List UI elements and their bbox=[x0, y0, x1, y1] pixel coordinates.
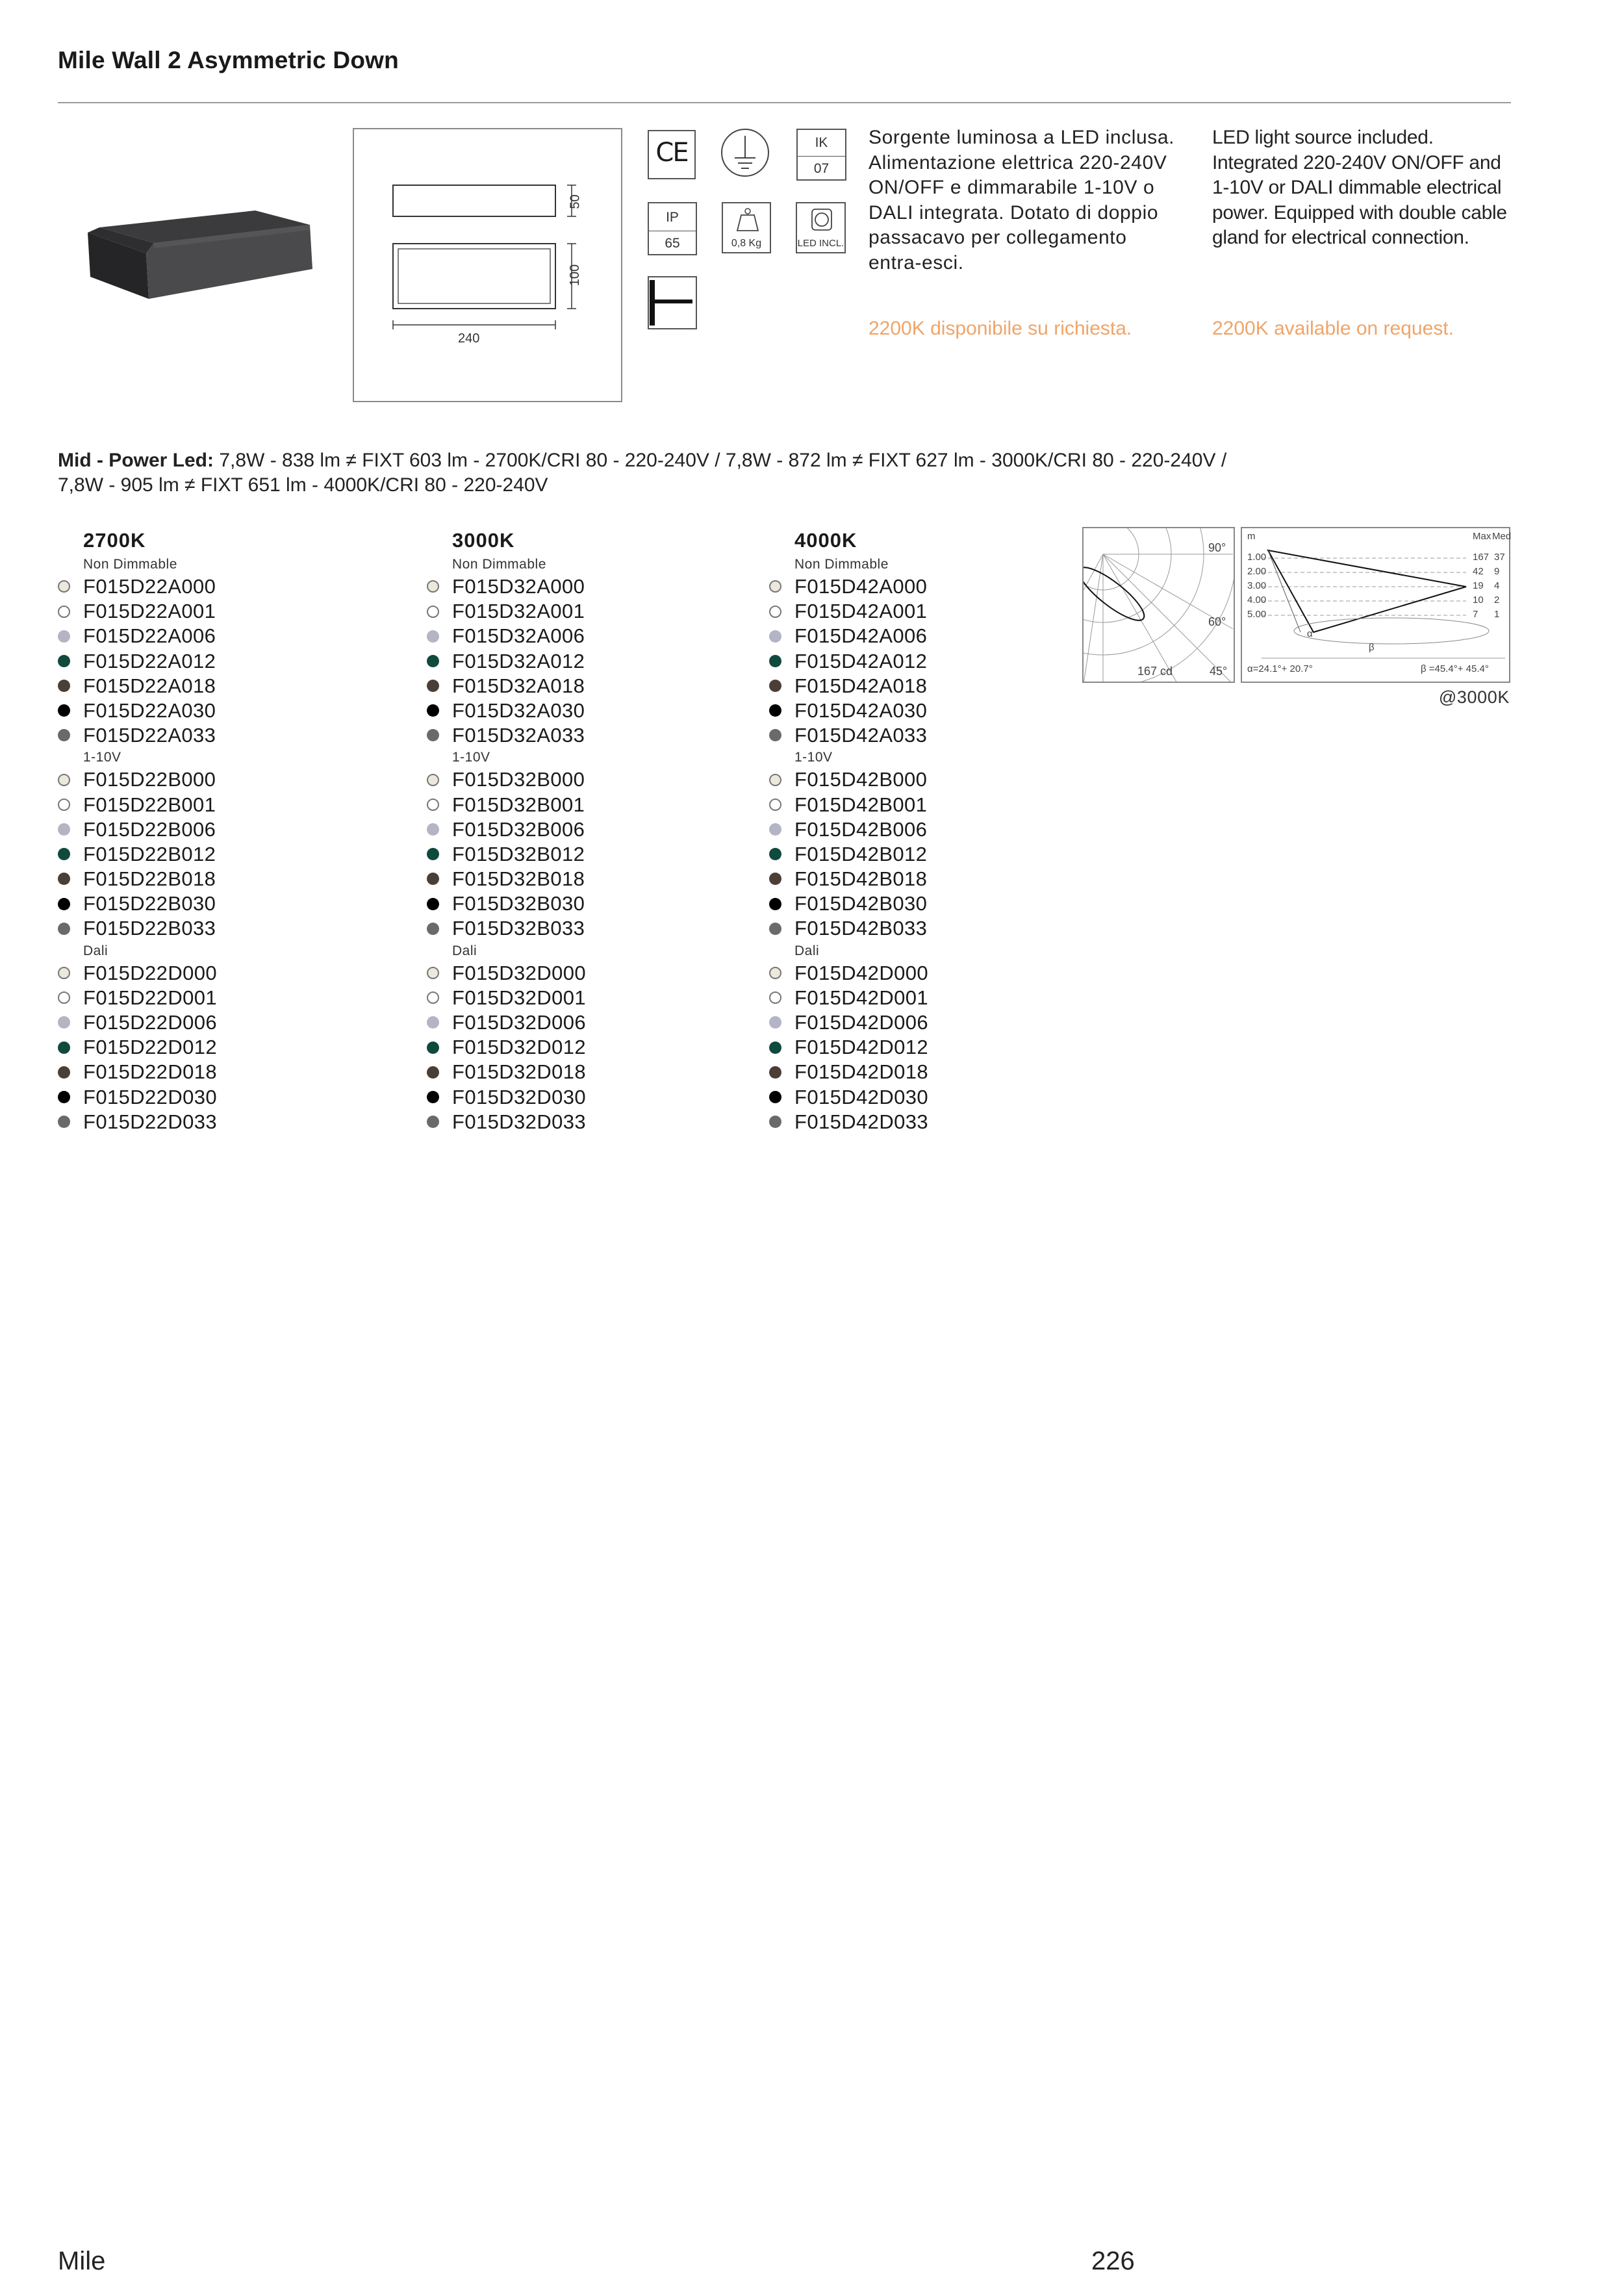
code-row bbox=[769, 1085, 928, 1110]
polar-angle-90: 90° bbox=[1208, 541, 1226, 554]
product-code: F015D22B012 bbox=[83, 842, 216, 865]
product-code: F015D32A030 bbox=[452, 698, 585, 722]
column-3000k bbox=[427, 526, 586, 1134]
color-swatch-icon bbox=[427, 655, 439, 667]
isolux-med-value: 37 bbox=[1494, 552, 1505, 563]
ik-value: 07 bbox=[813, 161, 830, 176]
product-code: F015D32B012 bbox=[452, 842, 585, 865]
page-number: 226 bbox=[1091, 2247, 1135, 2275]
code-row bbox=[769, 916, 928, 941]
code-row bbox=[769, 986, 928, 1010]
product-code: F015D42B033 bbox=[794, 917, 928, 940]
code-row bbox=[427, 1010, 586, 1035]
product-code: F015D42A030 bbox=[794, 698, 928, 722]
ip-value: 65 bbox=[665, 236, 680, 251]
power-specification bbox=[58, 448, 1552, 498]
product-code: F015D22B006 bbox=[83, 817, 216, 841]
product-code: F015D22B001 bbox=[83, 793, 216, 816]
code-row bbox=[58, 674, 217, 698]
code-row bbox=[427, 624, 586, 648]
isolux-max-header: Max bbox=[1473, 531, 1491, 542]
code-row bbox=[58, 1035, 217, 1060]
driver-group-label: Non Dimmable bbox=[452, 557, 546, 572]
isolux-m-value: 3.00 bbox=[1247, 580, 1267, 591]
product-code: F015D42B001 bbox=[794, 793, 928, 816]
code-row bbox=[58, 961, 217, 986]
color-swatch-icon bbox=[58, 967, 70, 979]
product-code: F015D22A000 bbox=[83, 575, 216, 598]
color-swatch-icon bbox=[769, 1091, 781, 1103]
product-code: F015D22D001 bbox=[83, 986, 218, 1009]
product-code: F015D42B000 bbox=[794, 768, 928, 791]
color-swatch-icon bbox=[769, 729, 781, 741]
code-row bbox=[769, 723, 928, 748]
color-swatch-icon bbox=[427, 923, 439, 935]
dim-width: 240 bbox=[458, 331, 480, 346]
product-code: F015D22D018 bbox=[83, 1060, 218, 1084]
color-swatch-icon bbox=[769, 991, 781, 1004]
code-row bbox=[58, 1085, 217, 1110]
product-code: F015D32B006 bbox=[452, 817, 585, 841]
color-swatch-icon bbox=[427, 1066, 439, 1079]
product-code: F015D42B018 bbox=[794, 867, 928, 891]
product-code: F015D22D030 bbox=[83, 1085, 218, 1108]
product-code: F015D32D033 bbox=[452, 1110, 587, 1133]
code-row bbox=[769, 1110, 928, 1134]
code-row bbox=[58, 1010, 217, 1035]
isolux-diagram bbox=[1241, 527, 1510, 683]
product-code: F015D32D012 bbox=[452, 1036, 587, 1059]
product-code: F015D32B018 bbox=[452, 867, 585, 891]
driver-group-label: Non Dimmable bbox=[794, 557, 889, 572]
color-swatch-icon bbox=[427, 1016, 439, 1029]
color-swatch-icon bbox=[427, 823, 439, 836]
code-row bbox=[58, 891, 217, 916]
column-temperature: 2700K bbox=[83, 529, 146, 552]
spec-label: Mid - Power Led: bbox=[58, 450, 214, 471]
product-code: F015D32B030 bbox=[452, 892, 585, 915]
color-swatch-icon bbox=[427, 680, 439, 692]
color-swatch-icon bbox=[427, 848, 439, 860]
code-row bbox=[427, 698, 586, 723]
color-swatch-icon bbox=[58, 1042, 70, 1054]
color-swatch-icon bbox=[58, 991, 70, 1004]
isolux-max-value: 19 bbox=[1473, 580, 1484, 591]
driver-group-label: 1-10V bbox=[794, 750, 833, 765]
column-2700k bbox=[58, 526, 217, 1134]
product-code: F015D32A018 bbox=[452, 674, 585, 697]
product-code: F015D42D006 bbox=[794, 1011, 929, 1034]
code-row bbox=[427, 793, 586, 817]
color-swatch-icon bbox=[58, 923, 70, 935]
code-row bbox=[58, 817, 217, 842]
weight-label: 0,8 Kg bbox=[731, 238, 762, 249]
color-swatch-icon bbox=[58, 848, 70, 860]
led-included-icon bbox=[796, 202, 846, 253]
code-row bbox=[427, 1110, 586, 1134]
color-swatch-icon bbox=[427, 799, 439, 811]
ce-mark-label: CE bbox=[655, 138, 688, 168]
color-swatch-icon bbox=[427, 1091, 439, 1103]
product-code: F015D22D006 bbox=[83, 1011, 218, 1034]
product-code: F015D22A033 bbox=[83, 724, 216, 747]
color-swatch-icon bbox=[427, 729, 439, 741]
color-swatch-icon bbox=[769, 873, 781, 885]
isolux-med-header: Med bbox=[1492, 531, 1512, 542]
product-code: F015D32A006 bbox=[452, 624, 585, 648]
color-swatch-icon bbox=[58, 873, 70, 885]
color-swatch-icon bbox=[58, 1016, 70, 1029]
code-row bbox=[58, 986, 217, 1010]
color-swatch-icon bbox=[427, 630, 439, 643]
code-row bbox=[58, 698, 217, 723]
color-swatch-icon bbox=[769, 967, 781, 979]
isolux-m-value: 2.00 bbox=[1247, 566, 1267, 577]
dim-height-bottom: 100 bbox=[568, 264, 583, 287]
driver-group-label: 1-10V bbox=[83, 750, 121, 765]
color-swatch-icon bbox=[769, 655, 781, 667]
code-row bbox=[769, 674, 928, 698]
product-code: F015D42A033 bbox=[794, 724, 928, 747]
code-row bbox=[58, 793, 217, 817]
color-swatch-icon bbox=[427, 580, 439, 593]
code-row bbox=[58, 842, 217, 867]
driver-group-label: Dali bbox=[83, 943, 108, 958]
code-row bbox=[58, 723, 217, 748]
code-row bbox=[58, 767, 217, 792]
color-swatch-icon bbox=[58, 823, 70, 836]
product-code: F015D22B000 bbox=[83, 768, 216, 791]
product-code: F015D32D000 bbox=[452, 961, 587, 984]
footer-collection: Mile bbox=[58, 2247, 106, 2275]
ip-label: IP bbox=[666, 210, 679, 225]
color-swatch-icon bbox=[769, 898, 781, 910]
color-swatch-icon bbox=[769, 774, 781, 786]
color-swatch-icon bbox=[58, 630, 70, 643]
color-swatch-icon bbox=[58, 1091, 70, 1103]
code-row bbox=[427, 961, 586, 986]
ik-label: IK bbox=[815, 135, 828, 150]
product-code: F015D22A018 bbox=[83, 674, 216, 697]
color-swatch-icon bbox=[427, 873, 439, 885]
color-swatch-icon bbox=[427, 991, 439, 1004]
isolux-med-value: 9 bbox=[1494, 566, 1500, 577]
product-code: F015D42B030 bbox=[794, 892, 928, 915]
color-swatch-icon bbox=[58, 1116, 70, 1128]
product-code: F015D22A006 bbox=[83, 624, 216, 648]
column-temperature: 4000K bbox=[794, 529, 857, 552]
code-row bbox=[427, 767, 586, 792]
color-swatch-icon bbox=[427, 1042, 439, 1054]
color-swatch-icon bbox=[769, 1042, 781, 1054]
isolux-max-value: 10 bbox=[1473, 595, 1484, 606]
color-swatch-icon bbox=[769, 1116, 781, 1128]
product-code: F015D22B018 bbox=[83, 867, 216, 891]
color-swatch-icon bbox=[58, 704, 70, 717]
product-code: F015D32B033 bbox=[452, 917, 585, 940]
code-row bbox=[769, 793, 928, 817]
isolux-alpha: α=24.1°+ 20.7° bbox=[1247, 663, 1313, 674]
product-code: F015D42A012 bbox=[794, 649, 928, 672]
isolux-m-value: 5.00 bbox=[1247, 609, 1267, 620]
product-code: F015D42A000 bbox=[794, 575, 928, 598]
product-image bbox=[81, 201, 328, 299]
note-italian: 2200K disponibile su richiesta. bbox=[869, 318, 1132, 339]
ip-rating-icon bbox=[648, 202, 697, 255]
product-code: F015D22B033 bbox=[83, 917, 216, 940]
product-code: F015D32B000 bbox=[452, 768, 585, 791]
product-code: F015D32D006 bbox=[452, 1011, 587, 1034]
code-row bbox=[58, 599, 217, 624]
code-row bbox=[427, 842, 586, 867]
code-row bbox=[58, 916, 217, 941]
color-swatch-icon bbox=[769, 580, 781, 593]
photometry-caption: @3000K bbox=[1438, 687, 1510, 707]
code-row bbox=[58, 867, 217, 891]
code-row bbox=[427, 599, 586, 624]
product-code: F015D42D030 bbox=[794, 1085, 929, 1108]
code-row bbox=[769, 867, 928, 891]
color-swatch-icon bbox=[769, 799, 781, 811]
color-swatch-icon bbox=[769, 823, 781, 836]
driver-group-label: Non Dimmable bbox=[83, 557, 177, 572]
driver-group-label: Dali bbox=[452, 943, 477, 958]
code-row bbox=[769, 767, 928, 792]
polar-diagram bbox=[1082, 527, 1235, 683]
dim-height-top: 50 bbox=[568, 194, 583, 209]
isolux-beta-symbol: β bbox=[1369, 642, 1375, 653]
column-4000k bbox=[769, 526, 928, 1134]
color-swatch-icon bbox=[58, 898, 70, 910]
product-code: F015D42A018 bbox=[794, 674, 928, 697]
product-code: F015D42B012 bbox=[794, 842, 928, 865]
led-included-label: LED INCL. bbox=[797, 238, 844, 249]
driver-group-label: Dali bbox=[794, 943, 820, 958]
code-row bbox=[769, 698, 928, 723]
isolux-alpha-symbol: α bbox=[1307, 628, 1313, 639]
code-row bbox=[58, 574, 217, 599]
color-swatch-icon bbox=[769, 1016, 781, 1029]
color-swatch-icon bbox=[427, 898, 439, 910]
product-code: F015D22A030 bbox=[83, 698, 216, 722]
product-code: F015D42D033 bbox=[794, 1110, 929, 1133]
page-title: Mile Wall 2 Asymmetric Down bbox=[58, 47, 399, 73]
product-code: F015D22D012 bbox=[83, 1036, 218, 1059]
product-code: F015D42D018 bbox=[794, 1060, 929, 1084]
column-temperature: 3000K bbox=[452, 529, 515, 552]
code-row bbox=[769, 649, 928, 674]
isolux-med-value: 2 bbox=[1494, 595, 1500, 606]
description-english: LED light source included. Integrated 220-240V ON/OFF and 1-10V or DALI dimmable electrical power. Equipped with double cable gland for electrical connection. bbox=[1212, 127, 1507, 248]
code-row bbox=[427, 986, 586, 1010]
spec-line-1-text: 7,8W - 838 lm ≠ FIXT 603 lm - 2700K/CRI 80 - 220-240V / 7,8W - 872 lm ≠ FIXT 627 lm - 3000K/CRI 80 - 220-240V / bbox=[214, 450, 1227, 471]
code-row bbox=[769, 1035, 928, 1060]
color-swatch-icon bbox=[58, 606, 70, 618]
product-code: F015D42A001 bbox=[794, 600, 928, 623]
product-code: F015D42D012 bbox=[794, 1036, 929, 1059]
color-swatch-icon bbox=[58, 774, 70, 786]
code-row bbox=[427, 891, 586, 916]
code-row bbox=[427, 574, 586, 599]
ce-mark-icon bbox=[648, 130, 696, 179]
product-code: F015D22A001 bbox=[83, 600, 216, 623]
isolux-max-value: 167 bbox=[1473, 552, 1490, 563]
isolux-max-value: 7 bbox=[1473, 609, 1478, 620]
isolux-m-value: 4.00 bbox=[1247, 595, 1267, 606]
wall-mount-icon bbox=[648, 276, 697, 329]
code-row bbox=[769, 842, 928, 867]
code-row bbox=[58, 649, 217, 674]
code-row bbox=[769, 1010, 928, 1035]
driver-group-label: 1-10V bbox=[452, 750, 490, 765]
product-code: F015D22D000 bbox=[83, 961, 218, 984]
color-swatch-icon bbox=[427, 774, 439, 786]
code-row bbox=[427, 1035, 586, 1060]
code-row bbox=[769, 574, 928, 599]
code-row bbox=[769, 891, 928, 916]
isolux-med-value: 1 bbox=[1494, 609, 1500, 620]
isolux-m-value: 1.00 bbox=[1247, 552, 1267, 563]
product-code: F015D42A006 bbox=[794, 624, 928, 648]
code-row bbox=[427, 817, 586, 842]
code-row bbox=[58, 1060, 217, 1084]
color-swatch-icon bbox=[58, 680, 70, 692]
code-row bbox=[769, 599, 928, 624]
color-swatch-icon bbox=[769, 923, 781, 935]
color-swatch-icon bbox=[58, 729, 70, 741]
product-code: F015D42B006 bbox=[794, 817, 928, 841]
code-row bbox=[769, 817, 928, 842]
polar-candela: 167 cd bbox=[1137, 665, 1173, 678]
technical-drawing bbox=[353, 128, 622, 402]
color-swatch-icon bbox=[58, 655, 70, 667]
grounding-icon bbox=[719, 125, 771, 181]
ik-rating-icon bbox=[796, 129, 846, 181]
code-row bbox=[427, 1085, 586, 1110]
code-row bbox=[58, 1110, 217, 1134]
color-swatch-icon bbox=[769, 848, 781, 860]
code-row bbox=[769, 1060, 928, 1084]
color-swatch-icon bbox=[58, 1066, 70, 1079]
isolux-max-value: 42 bbox=[1473, 566, 1484, 577]
code-row bbox=[427, 649, 586, 674]
product-code: F015D32B001 bbox=[452, 793, 585, 816]
spec-line-1 bbox=[58, 448, 1552, 473]
product-code: F015D32D030 bbox=[452, 1085, 587, 1108]
code-row bbox=[427, 867, 586, 891]
code-row bbox=[769, 961, 928, 986]
color-swatch-icon bbox=[769, 606, 781, 618]
product-code: F015D32A012 bbox=[452, 649, 585, 672]
color-swatch-icon bbox=[427, 967, 439, 979]
note-english: 2200K available on request. bbox=[1212, 318, 1454, 339]
product-code: F015D22B030 bbox=[83, 892, 216, 915]
title-divider bbox=[58, 102, 1511, 103]
product-code: F015D32D018 bbox=[452, 1060, 587, 1084]
product-code: F015D22A012 bbox=[83, 649, 216, 672]
color-swatch-icon bbox=[769, 630, 781, 643]
code-row bbox=[769, 624, 928, 648]
product-code: F015D42D001 bbox=[794, 986, 929, 1009]
product-code: F015D32A000 bbox=[452, 575, 585, 598]
color-swatch-icon bbox=[769, 704, 781, 717]
color-swatch-icon bbox=[58, 580, 70, 593]
isolux-unit: m bbox=[1247, 531, 1256, 542]
color-swatch-icon bbox=[427, 704, 439, 717]
product-code: F015D32D001 bbox=[452, 986, 587, 1009]
code-row bbox=[427, 1060, 586, 1084]
code-row bbox=[427, 916, 586, 941]
isolux-med-value: 4 bbox=[1494, 580, 1500, 591]
color-swatch-icon bbox=[427, 606, 439, 618]
code-row bbox=[427, 723, 586, 748]
spec-line-2: 7,8W - 905 lm ≠ FIXT 651 lm - 4000K/CRI 80 - 220-240V bbox=[58, 474, 548, 496]
product-code: F015D32A001 bbox=[452, 600, 585, 623]
isolux-beta: β =45.4°+ 45.4° bbox=[1421, 663, 1489, 674]
color-swatch-icon bbox=[427, 1116, 439, 1128]
polar-angle-45: 45° bbox=[1210, 665, 1228, 678]
product-code: F015D32A033 bbox=[452, 724, 585, 747]
polar-angle-60: 60° bbox=[1208, 615, 1226, 628]
color-swatch-icon bbox=[58, 799, 70, 811]
color-swatch-icon bbox=[769, 1066, 781, 1079]
code-row bbox=[427, 674, 586, 698]
weight-icon bbox=[722, 202, 771, 253]
product-code: F015D42D000 bbox=[794, 961, 929, 984]
product-code: F015D22D033 bbox=[83, 1110, 218, 1133]
code-row bbox=[58, 624, 217, 648]
description-italian: Sorgente luminosa a LED inclusa. Alimentazione elettrica 220-240V ON/OFF e dimmarabile 1-10V o DALI integrata. Dotato di doppio passacavo per collegamento entra-esci. bbox=[869, 127, 1175, 274]
color-swatch-icon bbox=[769, 680, 781, 692]
